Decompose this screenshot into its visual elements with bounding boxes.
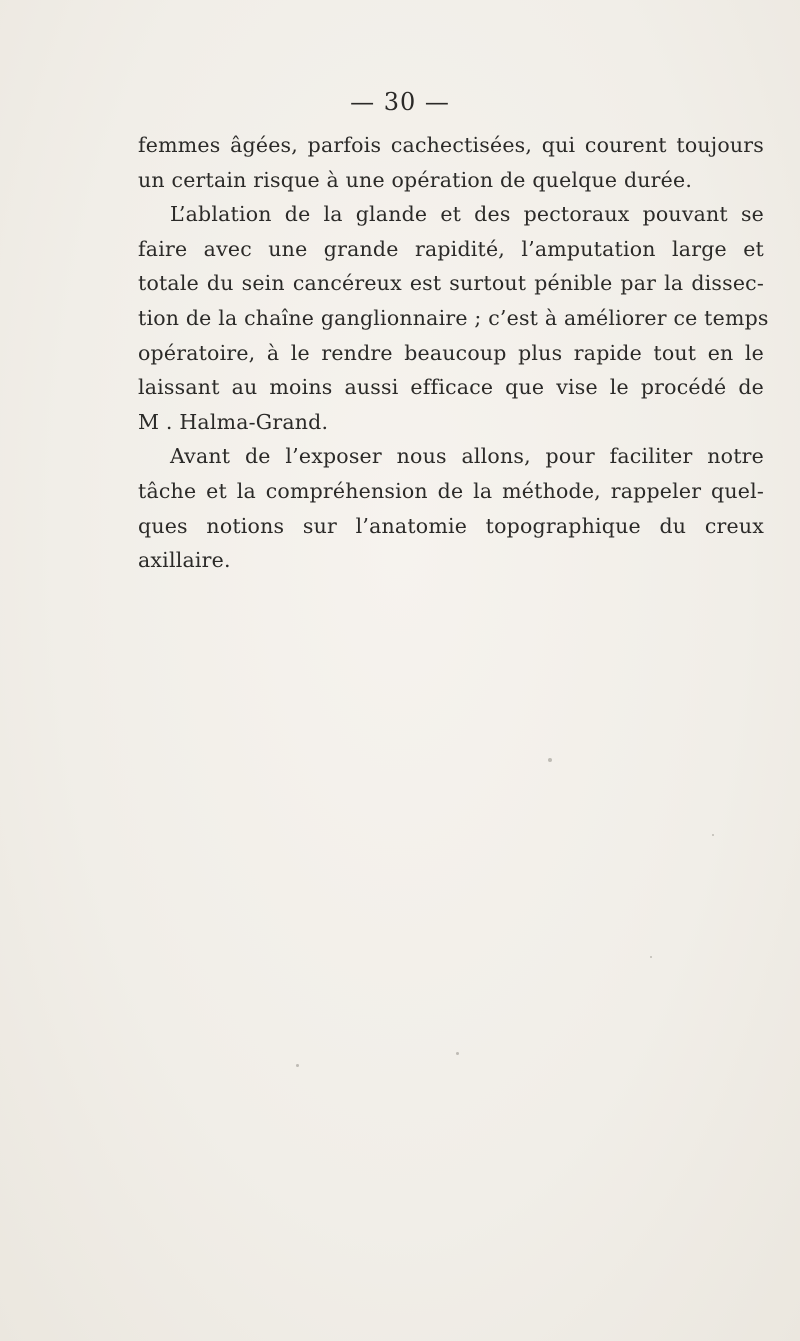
text-line: laissant au moins aussi efficace que vise le procédé de xyxy=(138,375,764,400)
text-line: tâche et la compréhension de la méthode, rappeler quel- xyxy=(138,478,764,503)
text-line: tion de la chaîne ganglionnaire ; c’est à améliorer ce temps xyxy=(138,305,769,330)
text-line: un certain risque à une opération de quelque durée. xyxy=(138,167,693,192)
text-line: M . Halma-Grand. xyxy=(138,409,329,434)
body-text xyxy=(138,128,769,578)
paper-speck xyxy=(650,956,652,958)
text-line: femmes âgées, parfois cachectisées, qui courent toujours xyxy=(138,133,764,157)
text-line: opératoire, à le rendre beaucoup plus rapide tout en le xyxy=(138,340,764,365)
paper-speck xyxy=(456,1052,459,1055)
paper-speck xyxy=(296,1064,299,1067)
text-line: ques notions sur l’anatomie topographique du creux xyxy=(138,513,764,538)
text-line: L’ablation de la glande et des pectoraux pouvant se xyxy=(170,202,764,227)
text-line: faire avec une grande rapidité, l’amputation large et xyxy=(138,236,764,261)
text-line: Avant de l’exposer nous allons, pour faciliter notre xyxy=(170,444,764,469)
page-number: — 30 — xyxy=(350,88,450,116)
text-line: totale du sein cancéreux est surtout pénible par la dissec- xyxy=(138,271,764,296)
paper-speck xyxy=(548,758,552,762)
paper-speck xyxy=(712,834,714,836)
text-line: axillaire. xyxy=(138,548,231,573)
